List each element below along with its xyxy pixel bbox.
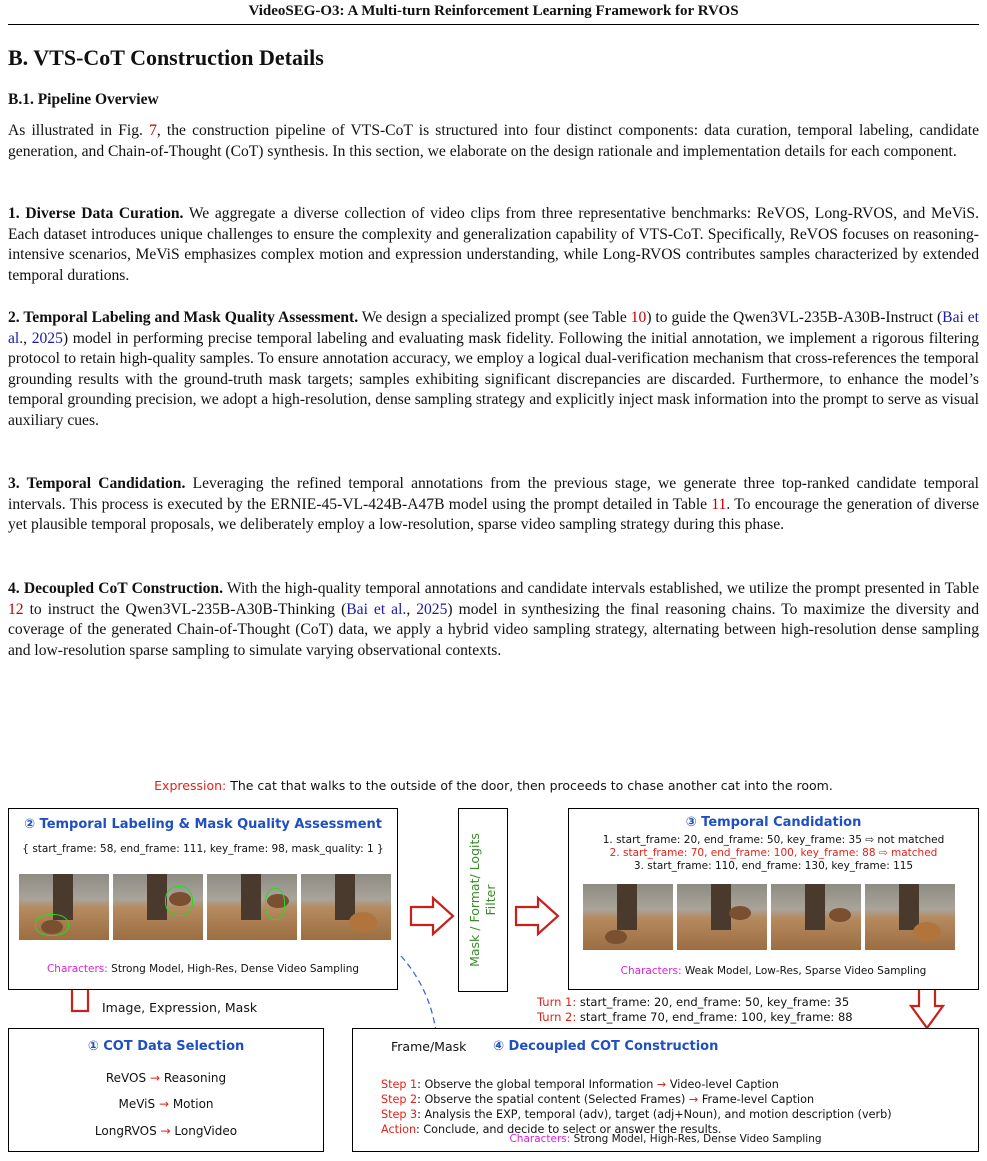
paragraph-text: ) model in synthesizing the final reasoning chains. To maximize the diversity and coverage of the generated Chain-of-Thought (CoT) data, we apply a hybrid video sampling strategy, alternating between high-resolution dense sampling and low-resolution sparse sampling to simulate varying observational contexts. <box>8 600 980 659</box>
paragraph-text: . To encourage the generation of diverse yet plausible temporal proposals, we deliberately employ a low-resolution, sparse video sampling strategy during this phase. <box>8 495 979 533</box>
cot-data-selection-box <box>8 1028 324 1152</box>
box-title: ① COT Data Selection <box>87 1039 245 1054</box>
frame-mask-label: Frame/Mask <box>391 1039 467 1054</box>
paragraph-heading: 1. Diverse Data Curation. <box>8 205 184 222</box>
box-title: ③ Temporal Candidation <box>685 815 862 830</box>
video-frame-thumbnail <box>583 884 673 950</box>
expression-text: The cat that walks to the outside of the door, then proceeds to chase another cat into the room. <box>226 778 833 793</box>
video-frame-thumbnail <box>19 874 109 940</box>
arrow-right-icon <box>516 898 558 934</box>
turn-text: start_frame: 20, end_frame: 50, key_frame: 35 <box>576 995 850 1009</box>
table-ref-link[interactable]: 11 <box>711 495 727 513</box>
filter-line: Filter <box>483 884 498 916</box>
box-title: ② Temporal Labeling & Mask Quality Assessment <box>24 817 382 832</box>
turn-key: Turn 1: <box>537 995 577 1009</box>
candidate-line-matched: 2. start_frame: 70, end_frame: 100, key_frame: 88 ⇨ matched <box>609 847 938 859</box>
pipeline-figure <box>0 770 987 1161</box>
candidate-line: 3. start_frame: 110, end_frame: 130, key_frame: 115 <box>633 860 914 872</box>
intro-text-post: , the construction pipeline of VTS-CoT is structured into four distinct components: data curation, temporal labeling, candidate generation, and Chain-of-Thought (CoT) synthesis. In this section, we elaborate on the design rationale and implementation details for each component. <box>8 122 979 160</box>
intro-paragraph <box>8 121 979 162</box>
citation-link[interactable]: Bai et al. <box>8 309 979 347</box>
characters-text: Weak Model, Low-Res, Sparse Video Sampling <box>681 965 927 977</box>
step-line: Step 3: Analysis the EXP, temporal (adv), target (adj+Noun), and motion description (verb) <box>381 1108 892 1121</box>
steps-list <box>381 1077 892 1137</box>
table-ref-link[interactable]: 10 <box>630 309 647 326</box>
video-frame-thumbnail <box>771 884 861 950</box>
annotation-text: { start_frame: 58, end_frame: 111, key_frame: 98, mask_quality: 1 } <box>22 843 384 855</box>
turn-key: Turn 2: <box>537 1010 577 1024</box>
step-line: Step 2: Observe the spatial content (Selected Frames) → Frame-level Caption <box>381 1093 815 1106</box>
arrow-right-icon <box>411 898 453 934</box>
turn-line <box>537 995 853 1010</box>
candidate-line: 1. start_frame: 20, end_frame: 50, key_frame: 35 ⇨ not matched <box>602 834 945 846</box>
characters-text: Strong Model, High-Res, Dense Video Sampling <box>107 963 360 975</box>
paragraph-text: We design a specialized prompt (see Table <box>358 309 631 326</box>
filter-label <box>467 833 499 967</box>
table-ref-link[interactable]: 12 <box>8 600 24 618</box>
video-frame-thumbnail <box>113 874 203 940</box>
characters-key: Characters: <box>46 963 108 975</box>
paragraph-data-curation <box>8 204 979 286</box>
selection-row: ReVOS → Reasoning <box>105 1071 227 1085</box>
characters-key: Characters: <box>509 1133 571 1145</box>
step-line: Action: Conclude, and decide to select or answer the results. <box>381 1123 722 1136</box>
paragraph-temporal-candidation <box>8 474 979 536</box>
temporal-candidation-box <box>568 808 979 990</box>
citation-sep: , <box>406 600 417 618</box>
filter-box <box>458 808 508 992</box>
paragraph-body: We aggregate a diverse collection of video clips from three representative benchmarks: ReVOS, Long-RVOS, and MeViS. Each dataset introduces unique challenges to ensure the complexity and generalization capability of VTS-CoT. Specifically, ReVOS focuses on reasoning-intensive scenarios, MeViS emphasizes complex motion and expression understanding, while Long-RVOS contributes samples characterized by extended temporal durations. <box>8 205 979 284</box>
selection-row: LongRVOS → LongVideo <box>94 1124 238 1138</box>
step-line: Step 1: Observe the global temporal Information → Video-level Caption <box>381 1078 779 1091</box>
characters-line <box>569 965 978 977</box>
paragraph-heading: 4. Decoupled CoT Construction. <box>8 580 223 597</box>
running-header: VideoSEG-O3: A Multi-turn Reinforcement Learning Framework for RVOS <box>8 0 979 25</box>
turn-line <box>537 1010 853 1025</box>
turns-block <box>537 995 853 1025</box>
frame-thumbnails <box>583 884 955 950</box>
characters-key: Characters: <box>620 965 682 977</box>
filter-line: Mask / Format/ Logits <box>467 833 482 967</box>
paragraph-text: Leveraging the refined temporal annotations from the previous stage, we generate three top-ranked candidate temporal intervals. This process is executed by the ERNIE-45-VL-424B-A47B model using the prompt detailed in Table <box>8 475 979 513</box>
citation-link[interactable]: Bai et al. <box>346 600 407 618</box>
input-label: Image, Expression, Mask <box>102 1000 258 1015</box>
citation-year-link[interactable]: 2025 <box>31 329 63 347</box>
characters-line <box>9 963 397 975</box>
paragraph-text: With the high-quality temporal annotations and candidate intervals established, we utilize the prompt presented in Table <box>222 580 979 597</box>
paragraph-cot-construction <box>8 579 979 661</box>
frame-thumbnails <box>19 874 391 940</box>
paragraph-temporal-labeling <box>8 308 979 431</box>
paragraph-text: to instruct the Qwen3VL-235B-A30B-Thinking ( <box>23 600 347 618</box>
subsection-title: B.1. Pipeline Overview <box>8 91 159 108</box>
characters-line <box>353 1133 978 1145</box>
selection-row: MeViS → Motion <box>118 1097 214 1111</box>
turn-text: start_frame 70, end_frame: 100, key_frame: 88 <box>576 1010 853 1024</box>
decoupled-cot-box <box>352 1028 979 1152</box>
expression-key: Expression: <box>154 778 227 793</box>
characters-text: Strong Model, High-Res, Dense Video Sampling <box>570 1133 822 1145</box>
citation-sep: , <box>23 329 32 347</box>
temporal-labeling-box <box>8 808 398 990</box>
citation-year-link[interactable]: 2025 <box>416 600 448 618</box>
video-frame-thumbnail <box>207 874 297 940</box>
arrow-down-icon <box>911 984 943 1028</box>
paragraph-text: ) to guide the Qwen3VL-235B-A30B-Instruct ( <box>646 309 943 326</box>
video-frame-thumbnail <box>865 884 955 950</box>
figure-ref-link[interactable]: 7 <box>149 122 157 139</box>
video-frame-thumbnail <box>677 884 767 950</box>
section-title: B. VTS-CoT Construction Details <box>8 45 324 70</box>
intro-text-pre: As illustrated in Fig. <box>8 122 150 139</box>
video-frame-thumbnail <box>301 874 391 940</box>
paragraph-heading: 2. Temporal Labeling and Mask Quality Assessment. <box>8 309 359 326</box>
box-title: ④ Decoupled COT Construction <box>493 1039 719 1054</box>
paragraph-heading: 3. Temporal Candidation. <box>8 475 186 492</box>
paragraph-text: ) model in performing precise temporal labeling and evaluating mask fidelity. Following the initial annotation, we implement a rigorous filtering protocol to retain high-quality samples. To ensure annotation accuracy, we employ a logical dual-verification mechanism that cross-references the temporal grounding results with the ground-truth mask targets; samples exhibiting significant discrepancies are discarded. Furthermore, to enhance the model’s temporal grounding precision, we adopt a high-resolution, dense sampling strategy and explicitly inject mask information into the prompt to serve as visual auxiliary cues. <box>8 329 979 429</box>
